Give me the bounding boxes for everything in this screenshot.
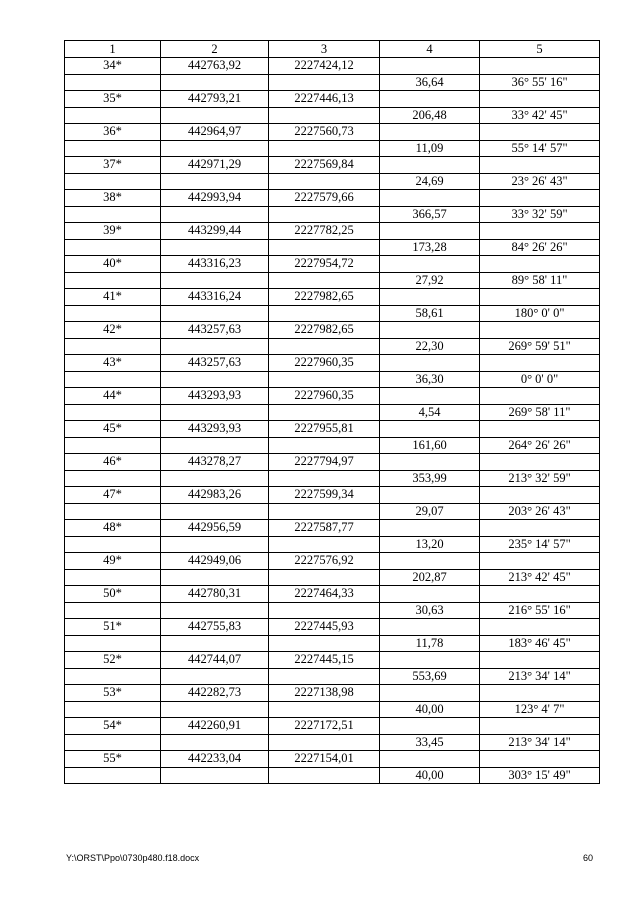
x-coordinate-cell: 443293,93 [161, 388, 269, 405]
y-coordinate-cell [269, 767, 380, 784]
distance-cell: 353,99 [380, 470, 480, 487]
y-coordinate-cell [269, 470, 380, 487]
distance-cell [380, 520, 480, 537]
x-coordinate-cell [161, 569, 269, 586]
point-row [65, 322, 600, 339]
y-coordinate-cell: 2227982,65 [269, 322, 380, 339]
x-coordinate-cell [161, 140, 269, 157]
column-header-1: 1 [65, 41, 161, 58]
y-coordinate-cell: 2227599,34 [269, 487, 380, 504]
bearing-cell: 36° 55' 16" [480, 74, 600, 91]
y-coordinate-cell [269, 734, 380, 751]
x-coordinate-cell [161, 767, 269, 784]
distance-cell [380, 223, 480, 240]
distance-cell [380, 388, 480, 405]
x-coordinate-cell [161, 734, 269, 751]
x-coordinate-cell: 443299,44 [161, 223, 269, 240]
point-id-cell: 42* [65, 322, 161, 339]
bearing-cell [480, 58, 600, 75]
y-coordinate-cell [269, 74, 380, 91]
y-coordinate-cell [269, 305, 380, 322]
bearing-cell: 269° 58' 11" [480, 404, 600, 421]
segment-row [65, 470, 600, 487]
segment-row [65, 635, 600, 652]
bearing-cell: 23° 26' 43" [480, 173, 600, 190]
point-row [65, 157, 600, 174]
point-row [65, 289, 600, 306]
x-coordinate-cell [161, 701, 269, 718]
distance-cell: 202,87 [380, 569, 480, 586]
segment-row [65, 206, 600, 223]
segment-row [65, 602, 600, 619]
point-id-cell: 38* [65, 190, 161, 207]
distance-cell: 4,54 [380, 404, 480, 421]
point-id-cell: 34* [65, 58, 161, 75]
x-coordinate-cell: 442282,73 [161, 685, 269, 702]
distance-cell: 161,60 [380, 437, 480, 454]
y-coordinate-cell: 2227569,84 [269, 157, 380, 174]
distance-cell: 366,57 [380, 206, 480, 223]
y-coordinate-cell: 2227576,92 [269, 553, 380, 570]
bearing-cell: 264° 26' 26" [480, 437, 600, 454]
y-coordinate-cell [269, 437, 380, 454]
x-coordinate-cell: 443316,23 [161, 256, 269, 273]
point-id-cell [65, 701, 161, 718]
y-coordinate-cell [269, 107, 380, 124]
point-id-cell [65, 206, 161, 223]
point-row [65, 619, 600, 636]
column-header-5: 5 [480, 41, 600, 58]
segment-row [65, 272, 600, 289]
bearing-cell [480, 487, 600, 504]
distance-cell: 27,92 [380, 272, 480, 289]
distance-cell [380, 355, 480, 372]
point-id-cell [65, 404, 161, 421]
y-coordinate-cell: 2227424,12 [269, 58, 380, 75]
y-coordinate-cell: 2227579,66 [269, 190, 380, 207]
point-id-cell [65, 338, 161, 355]
point-id-cell [65, 569, 161, 586]
point-row [65, 91, 600, 108]
y-coordinate-cell: 2227446,13 [269, 91, 380, 108]
footer-file-path: Y:\ORST\Ppo\0730p480.f18.docx [66, 853, 200, 863]
y-coordinate-cell [269, 404, 380, 421]
x-coordinate-cell [161, 107, 269, 124]
distance-cell: 29,07 [380, 503, 480, 520]
segment-row [65, 338, 600, 355]
distance-cell: 58,61 [380, 305, 480, 322]
x-coordinate-cell: 442956,59 [161, 520, 269, 537]
x-coordinate-cell: 442993,94 [161, 190, 269, 207]
point-row [65, 190, 600, 207]
column-header-2: 2 [161, 41, 269, 58]
bearing-cell [480, 619, 600, 636]
bearing-cell: 55° 14' 57" [480, 140, 600, 157]
point-id-cell [65, 470, 161, 487]
y-coordinate-cell [269, 701, 380, 718]
bearing-cell: 33° 42' 45" [480, 107, 600, 124]
x-coordinate-cell [161, 206, 269, 223]
y-coordinate-cell: 2227794,97 [269, 454, 380, 471]
x-coordinate-cell: 443257,63 [161, 322, 269, 339]
y-coordinate-cell: 2227587,77 [269, 520, 380, 537]
footer-page-number: 60 [583, 853, 594, 863]
point-id-cell: 40* [65, 256, 161, 273]
column-header-4: 4 [380, 41, 480, 58]
y-coordinate-cell [269, 206, 380, 223]
point-row [65, 223, 600, 240]
distance-cell [380, 652, 480, 669]
y-coordinate-cell: 2227954,72 [269, 256, 380, 273]
point-id-cell: 51* [65, 619, 161, 636]
point-id-cell: 54* [65, 718, 161, 735]
point-row [65, 685, 600, 702]
y-coordinate-cell [269, 569, 380, 586]
point-id-cell: 55* [65, 751, 161, 768]
bearing-cell: 123° 4' 7" [480, 701, 600, 718]
bearing-cell: 0° 0' 0" [480, 371, 600, 388]
distance-cell [380, 751, 480, 768]
bearing-cell: 303° 15' 49" [480, 767, 600, 784]
distance-cell [380, 58, 480, 75]
bearing-cell: 203° 26' 43" [480, 503, 600, 520]
point-id-cell [65, 173, 161, 190]
bearing-cell [480, 553, 600, 570]
x-coordinate-cell [161, 536, 269, 553]
point-id-cell [65, 767, 161, 784]
distance-cell [380, 619, 480, 636]
bearing-cell [480, 91, 600, 108]
bearing-cell [480, 190, 600, 207]
distance-cell [380, 685, 480, 702]
point-row [65, 388, 600, 405]
segment-row [65, 701, 600, 718]
bearing-cell [480, 685, 600, 702]
distance-cell [380, 289, 480, 306]
x-coordinate-cell: 442780,31 [161, 586, 269, 603]
x-coordinate-cell [161, 668, 269, 685]
x-coordinate-cell: 442233,04 [161, 751, 269, 768]
y-coordinate-cell [269, 602, 380, 619]
segment-row [65, 305, 600, 322]
point-row [65, 124, 600, 141]
y-coordinate-cell [269, 173, 380, 190]
point-id-cell [65, 635, 161, 652]
bearing-cell: 84° 26' 26" [480, 239, 600, 256]
x-coordinate-cell [161, 239, 269, 256]
y-coordinate-cell: 2227445,15 [269, 652, 380, 669]
x-coordinate-cell: 442964,97 [161, 124, 269, 141]
y-coordinate-cell: 2227955,81 [269, 421, 380, 438]
point-id-cell: 52* [65, 652, 161, 669]
x-coordinate-cell: 443316,24 [161, 289, 269, 306]
x-coordinate-cell: 443278,27 [161, 454, 269, 471]
x-coordinate-cell: 442260,91 [161, 718, 269, 735]
point-id-cell: 45* [65, 421, 161, 438]
x-coordinate-cell [161, 503, 269, 520]
point-id-cell: 50* [65, 586, 161, 603]
segment-row [65, 569, 600, 586]
distance-cell [380, 91, 480, 108]
y-coordinate-cell: 2227445,93 [269, 619, 380, 636]
y-coordinate-cell: 2227560,73 [269, 124, 380, 141]
point-id-cell [65, 734, 161, 751]
bearing-cell: 216° 55' 16" [480, 602, 600, 619]
point-id-cell [65, 602, 161, 619]
distance-cell [380, 124, 480, 141]
x-coordinate-cell: 442793,21 [161, 91, 269, 108]
y-coordinate-cell: 2227982,65 [269, 289, 380, 306]
distance-cell: 11,78 [380, 635, 480, 652]
bearing-cell [480, 355, 600, 372]
bearing-cell [480, 322, 600, 339]
distance-cell: 13,20 [380, 536, 480, 553]
point-id-cell: 35* [65, 91, 161, 108]
bearing-cell [480, 124, 600, 141]
y-coordinate-cell [269, 272, 380, 289]
x-coordinate-cell: 443293,93 [161, 421, 269, 438]
segment-row [65, 734, 600, 751]
x-coordinate-cell: 443257,63 [161, 355, 269, 372]
distance-cell: 36,30 [380, 371, 480, 388]
point-id-cell: 49* [65, 553, 161, 570]
x-coordinate-cell [161, 305, 269, 322]
y-coordinate-cell [269, 536, 380, 553]
point-row [65, 553, 600, 570]
point-id-cell: 43* [65, 355, 161, 372]
point-id-cell: 36* [65, 124, 161, 141]
y-coordinate-cell: 2227464,33 [269, 586, 380, 603]
bearing-cell: 33° 32' 59" [480, 206, 600, 223]
coordinates-table [64, 40, 600, 784]
segment-row [65, 503, 600, 520]
bearing-cell: 269° 59' 51" [480, 338, 600, 355]
bearing-cell [480, 388, 600, 405]
bearing-cell: 235° 14' 57" [480, 536, 600, 553]
bearing-cell [480, 652, 600, 669]
x-coordinate-cell: 442971,29 [161, 157, 269, 174]
point-row [65, 586, 600, 603]
x-coordinate-cell [161, 602, 269, 619]
y-coordinate-cell [269, 668, 380, 685]
point-id-cell [65, 371, 161, 388]
point-id-cell [65, 668, 161, 685]
bearing-cell [480, 421, 600, 438]
distance-cell: 206,48 [380, 107, 480, 124]
x-coordinate-cell [161, 470, 269, 487]
point-id-cell [65, 503, 161, 520]
segment-row [65, 140, 600, 157]
distance-cell: 11,09 [380, 140, 480, 157]
distance-cell [380, 454, 480, 471]
y-coordinate-cell [269, 338, 380, 355]
y-coordinate-cell: 2227960,35 [269, 388, 380, 405]
bearing-cell: 89° 58' 11" [480, 272, 600, 289]
point-id-cell: 37* [65, 157, 161, 174]
y-coordinate-cell: 2227154,01 [269, 751, 380, 768]
bearing-cell [480, 751, 600, 768]
distance-cell [380, 553, 480, 570]
y-coordinate-cell: 2227960,35 [269, 355, 380, 372]
x-coordinate-cell [161, 74, 269, 91]
x-coordinate-cell [161, 404, 269, 421]
distance-cell [380, 190, 480, 207]
segment-row [65, 437, 600, 454]
point-id-cell [65, 536, 161, 553]
x-coordinate-cell: 442763,92 [161, 58, 269, 75]
distance-cell: 24,69 [380, 173, 480, 190]
x-coordinate-cell: 442983,26 [161, 487, 269, 504]
bearing-cell: 213° 34' 14" [480, 734, 600, 751]
y-coordinate-cell: 2227138,98 [269, 685, 380, 702]
bearing-cell: 213° 34' 14" [480, 668, 600, 685]
distance-cell [380, 586, 480, 603]
bearing-cell [480, 718, 600, 735]
bearing-cell [480, 223, 600, 240]
distance-cell [380, 421, 480, 438]
bearing-cell [480, 586, 600, 603]
bearing-cell [480, 454, 600, 471]
x-coordinate-cell: 442755,83 [161, 619, 269, 636]
point-id-cell [65, 239, 161, 256]
x-coordinate-cell [161, 338, 269, 355]
point-row [65, 256, 600, 273]
distance-cell: 36,64 [380, 74, 480, 91]
point-row [65, 652, 600, 669]
bearing-cell: 180° 0' 0" [480, 305, 600, 322]
point-id-cell: 39* [65, 223, 161, 240]
point-row [65, 751, 600, 768]
bearing-cell [480, 289, 600, 306]
y-coordinate-cell [269, 239, 380, 256]
x-coordinate-cell [161, 272, 269, 289]
point-id-cell [65, 437, 161, 454]
point-row [65, 355, 600, 372]
point-row [65, 487, 600, 504]
y-coordinate-cell: 2227172,51 [269, 718, 380, 735]
segment-row [65, 107, 600, 124]
x-coordinate-cell [161, 437, 269, 454]
table-header-row [65, 41, 600, 58]
distance-cell [380, 718, 480, 735]
point-row [65, 421, 600, 438]
point-id-cell [65, 107, 161, 124]
bearing-cell [480, 520, 600, 537]
y-coordinate-cell [269, 635, 380, 652]
y-coordinate-cell: 2227782,25 [269, 223, 380, 240]
distance-cell [380, 322, 480, 339]
distance-cell [380, 487, 480, 504]
segment-row [65, 371, 600, 388]
coordinates-table-body [65, 41, 600, 784]
y-coordinate-cell [269, 140, 380, 157]
bearing-cell: 213° 32' 59" [480, 470, 600, 487]
segment-row [65, 239, 600, 256]
segment-row [65, 173, 600, 190]
distance-cell: 40,00 [380, 767, 480, 784]
distance-cell [380, 256, 480, 273]
point-row [65, 718, 600, 735]
x-coordinate-cell [161, 635, 269, 652]
x-coordinate-cell [161, 371, 269, 388]
point-id-cell [65, 272, 161, 289]
point-id-cell: 53* [65, 685, 161, 702]
x-coordinate-cell [161, 173, 269, 190]
point-row [65, 520, 600, 537]
segment-row [65, 767, 600, 784]
point-id-cell: 47* [65, 487, 161, 504]
distance-cell: 40,00 [380, 701, 480, 718]
distance-cell: 33,45 [380, 734, 480, 751]
point-row [65, 454, 600, 471]
distance-cell: 22,30 [380, 338, 480, 355]
segment-row [65, 74, 600, 91]
point-id-cell: 41* [65, 289, 161, 306]
bearing-cell: 213° 42' 45" [480, 569, 600, 586]
bearing-cell [480, 157, 600, 174]
bearing-cell: 183° 46' 45" [480, 635, 600, 652]
x-coordinate-cell: 442744,07 [161, 652, 269, 669]
distance-cell: 30,63 [380, 602, 480, 619]
distance-cell: 553,69 [380, 668, 480, 685]
bearing-cell [480, 256, 600, 273]
point-id-cell [65, 305, 161, 322]
point-id-cell [65, 140, 161, 157]
distance-cell [380, 157, 480, 174]
point-id-cell [65, 74, 161, 91]
column-header-3: 3 [269, 41, 380, 58]
x-coordinate-cell: 442949,06 [161, 553, 269, 570]
point-row [65, 58, 600, 75]
point-id-cell: 48* [65, 520, 161, 537]
distance-cell: 173,28 [380, 239, 480, 256]
segment-row [65, 404, 600, 421]
point-id-cell: 44* [65, 388, 161, 405]
y-coordinate-cell [269, 503, 380, 520]
segment-row [65, 668, 600, 685]
point-id-cell: 46* [65, 454, 161, 471]
y-coordinate-cell [269, 371, 380, 388]
segment-row [65, 536, 600, 553]
